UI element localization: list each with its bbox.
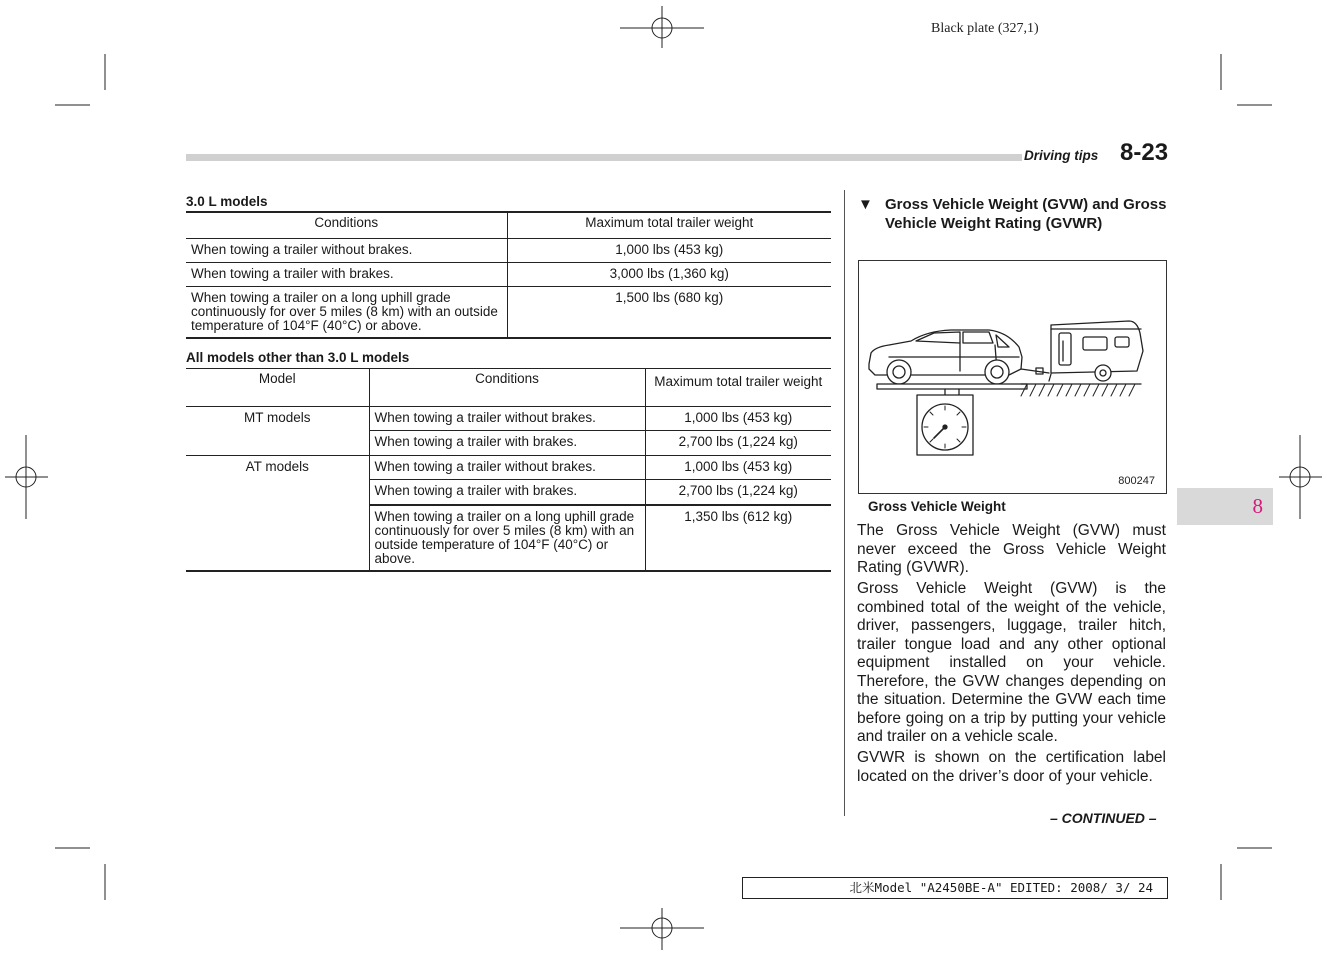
weight-cell: 2,700 lbs (1,224 kg) [645,480,831,505]
condition-cell: When towing a trailer with brakes. [369,431,645,456]
model-cell: AT models [186,456,369,571]
figure-code: 800247 [1118,475,1155,487]
chapter-tab [1177,488,1273,525]
table-row [186,456,831,480]
weight-cell: 3,000 lbs (1,360 kg) [507,262,831,286]
page-number: 8-23 [1120,139,1169,166]
model-cell: MT models [243,410,311,425]
figure-caption: Gross Vehicle Weight [868,499,1006,514]
column-header: Model [186,369,369,407]
table-row [186,286,831,338]
weight-cell: 2,700 lbs (1,224 kg) [645,431,831,456]
weight-cell: 1,000 lbs (453 kg) [507,238,831,262]
column-header: Maximum total trailer weight [507,212,831,238]
condition-cell: When towing a trailer with brakes. [186,262,507,286]
triangle-marker-icon: ▼ [858,196,873,213]
column-header: Conditions [369,369,645,407]
plate-label: Black plate (327,1) [931,21,1039,36]
weight-cell: 1,000 lbs (453 kg) [645,407,831,431]
table-caption-other: All models other than 3.0 L models [186,350,410,365]
table-caption-30l: 3.0 L models [186,194,268,209]
section-heading-text: Gross Vehicle Weight (GVW) and Gross Vehicle Weight Rating (GVWR) [885,196,1167,232]
column-header: Conditions [186,212,507,238]
condition-cell: When towing a trailer without brakes. [369,407,645,431]
condition-cell: When towing a trailer without brakes. [191,241,413,257]
weight-cell: 1,350 lbs (612 kg) [645,505,831,571]
table-row [186,407,831,431]
table-row [186,262,831,286]
table-row [186,238,831,262]
weight-cell: 1,000 lbs (453 kg) [645,456,831,480]
paragraph: The Gross Vehicle Weight (GVW) must never exceed the Gross Vehicle Weight Rating (GVWR). [857,522,1166,576]
car-trailer-scale-illustration [859,261,1166,493]
footer-text: 北米Model "A2450BE-A" EDITED: 2008/ 3/ 24 [849,880,1153,895]
condition-cell: When towing a trailer on a long uphill grade continuously for over 5 miles (8 km) with an outside temperature of 104°F (40°C) or above. [186,286,507,338]
gvw-illustration [858,260,1167,494]
footer-edit-box [742,877,1168,899]
table-other [186,368,831,572]
chapter-tab-number: 8 [1252,494,1263,518]
column-header: Maximum total trailer weight [645,369,831,407]
table-30l [186,211,831,339]
condition-cell: When towing a trailer on a long uphill grade continuously for over 5 miles (8 km) with an outside temperature of 104°F (40°C) or above. [369,505,645,571]
paragraph: Gross Vehicle Weight (GVW) is the combined total of the weight of the vehicle, driver, passengers, luggage, trailer hitch, trailer tongue load and any other optional equipment installed on your vehicle. Therefore, the GVW changes depending on the situation. Determine the GVW each time before going on a trip by putting your vehicle and trailer on a vehicle scale. [857,580,1166,745]
column-divider [844,190,845,816]
paragraph: GVWR is shown on the certification label located on the driver’s door of your vehicle. [857,749,1166,785]
section-title: Driving tips [1024,148,1099,163]
continued-label: – CONTINUED – [1050,810,1157,826]
header-rule [186,154,1022,161]
condition-cell: When towing a trailer with brakes. [369,480,645,505]
weight-cell: 1,500 lbs (680 kg) [507,286,831,338]
condition-cell: When towing a trailer without brakes. [369,456,645,480]
